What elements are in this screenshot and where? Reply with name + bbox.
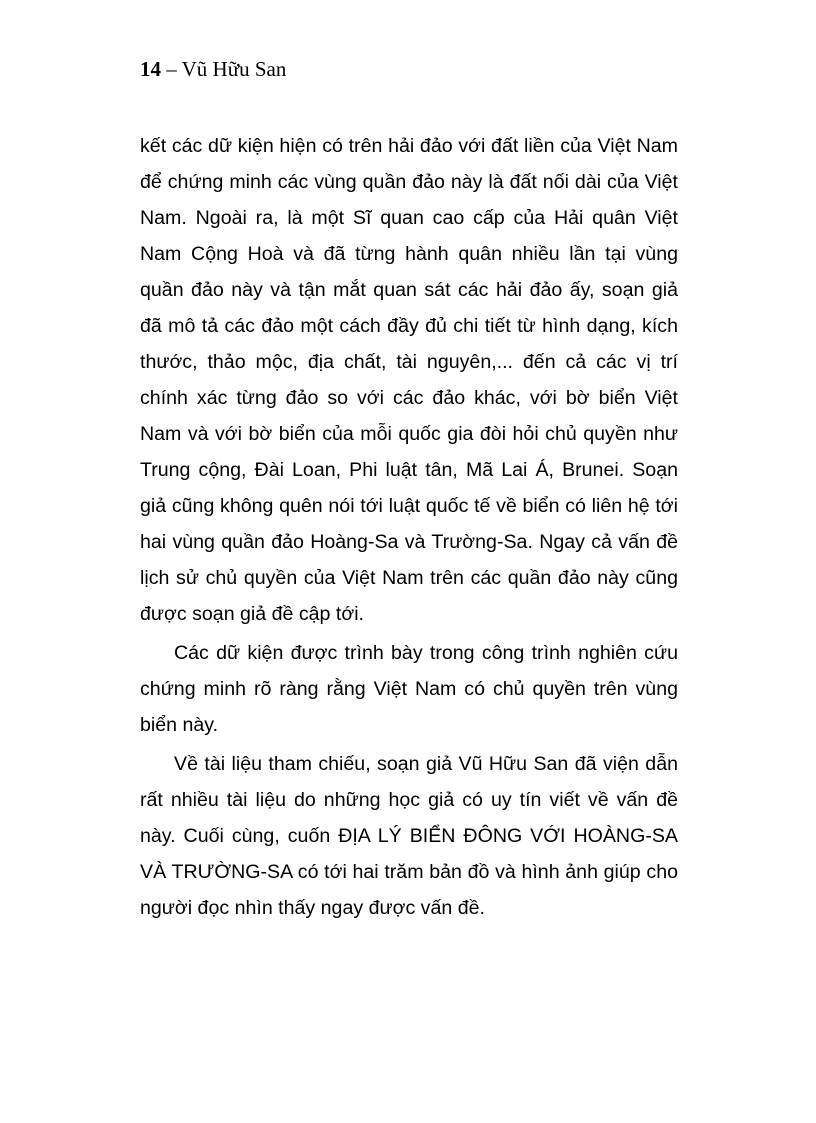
- body-text: [140, 128, 678, 929]
- paragraph-2: Các dữ kiện được trình bày trong công trình nghiên cứu chứng minh rõ ràng rằng Việt Nam có chủ quyền trên vùng biển này.: [140, 642, 678, 736]
- header-separator: –: [161, 57, 182, 81]
- page-number: 14: [140, 57, 161, 81]
- running-header: [140, 56, 286, 82]
- paragraph-3: Về tài liệu tham chiếu, soạn giả Vũ Hữu San đã viện dẫn rất nhiều tài liệu do những học giả có uy tín viết về vấn đề này. Cuối cùng, cuốn ĐỊA LÝ BIỂN ĐÔNG VỚI HOÀNG-SA VÀ TRƯỜNG-SA có tới hai trăm bản đồ và hình ảnh giúp cho người đọc nhìn thấy ngay được vấn đề.: [140, 753, 678, 919]
- header-author: Vũ Hữu San: [181, 57, 287, 81]
- paragraph-1: kết các dữ kiện hiện có trên hải đảo với đất liền của Việt Nam để chứng minh các vùng quần đảo này là đất nối dài của Việt Nam. Ngoài ra, là một Sĩ quan cao cấp của Hải quân Việt Nam Cộng Hoà và đã từng hành quân nhiều lần tại vùng quần đảo này và tận mắt quan sát các hải đảo ấy, soạn giả đã mô tả các đảo một cách đầy đủ chi tiết từ hình dạng, kích thước, thảo mộc, địa chất, tài nguyên,... đến cả các vị trí chính xác từng đảo so với các đảo khác, với bờ biển Việt Nam và với bờ biển của mỗi quốc gia đòi hỏi chủ quyền như Trung cộng, Đài Loan, Phi luật tân, Mã Lai Á, Brunei. Soạn giả cũng không quên nói tới luật quốc tế về biển có liên hệ tới hai vùng quần đảo Hoàng-Sa và Trường-Sa. Ngay cả vấn đề lịch sử chủ quyền của Việt Nam trên các quần đảo này cũng được soạn giả đề cập tới.: [140, 135, 678, 625]
